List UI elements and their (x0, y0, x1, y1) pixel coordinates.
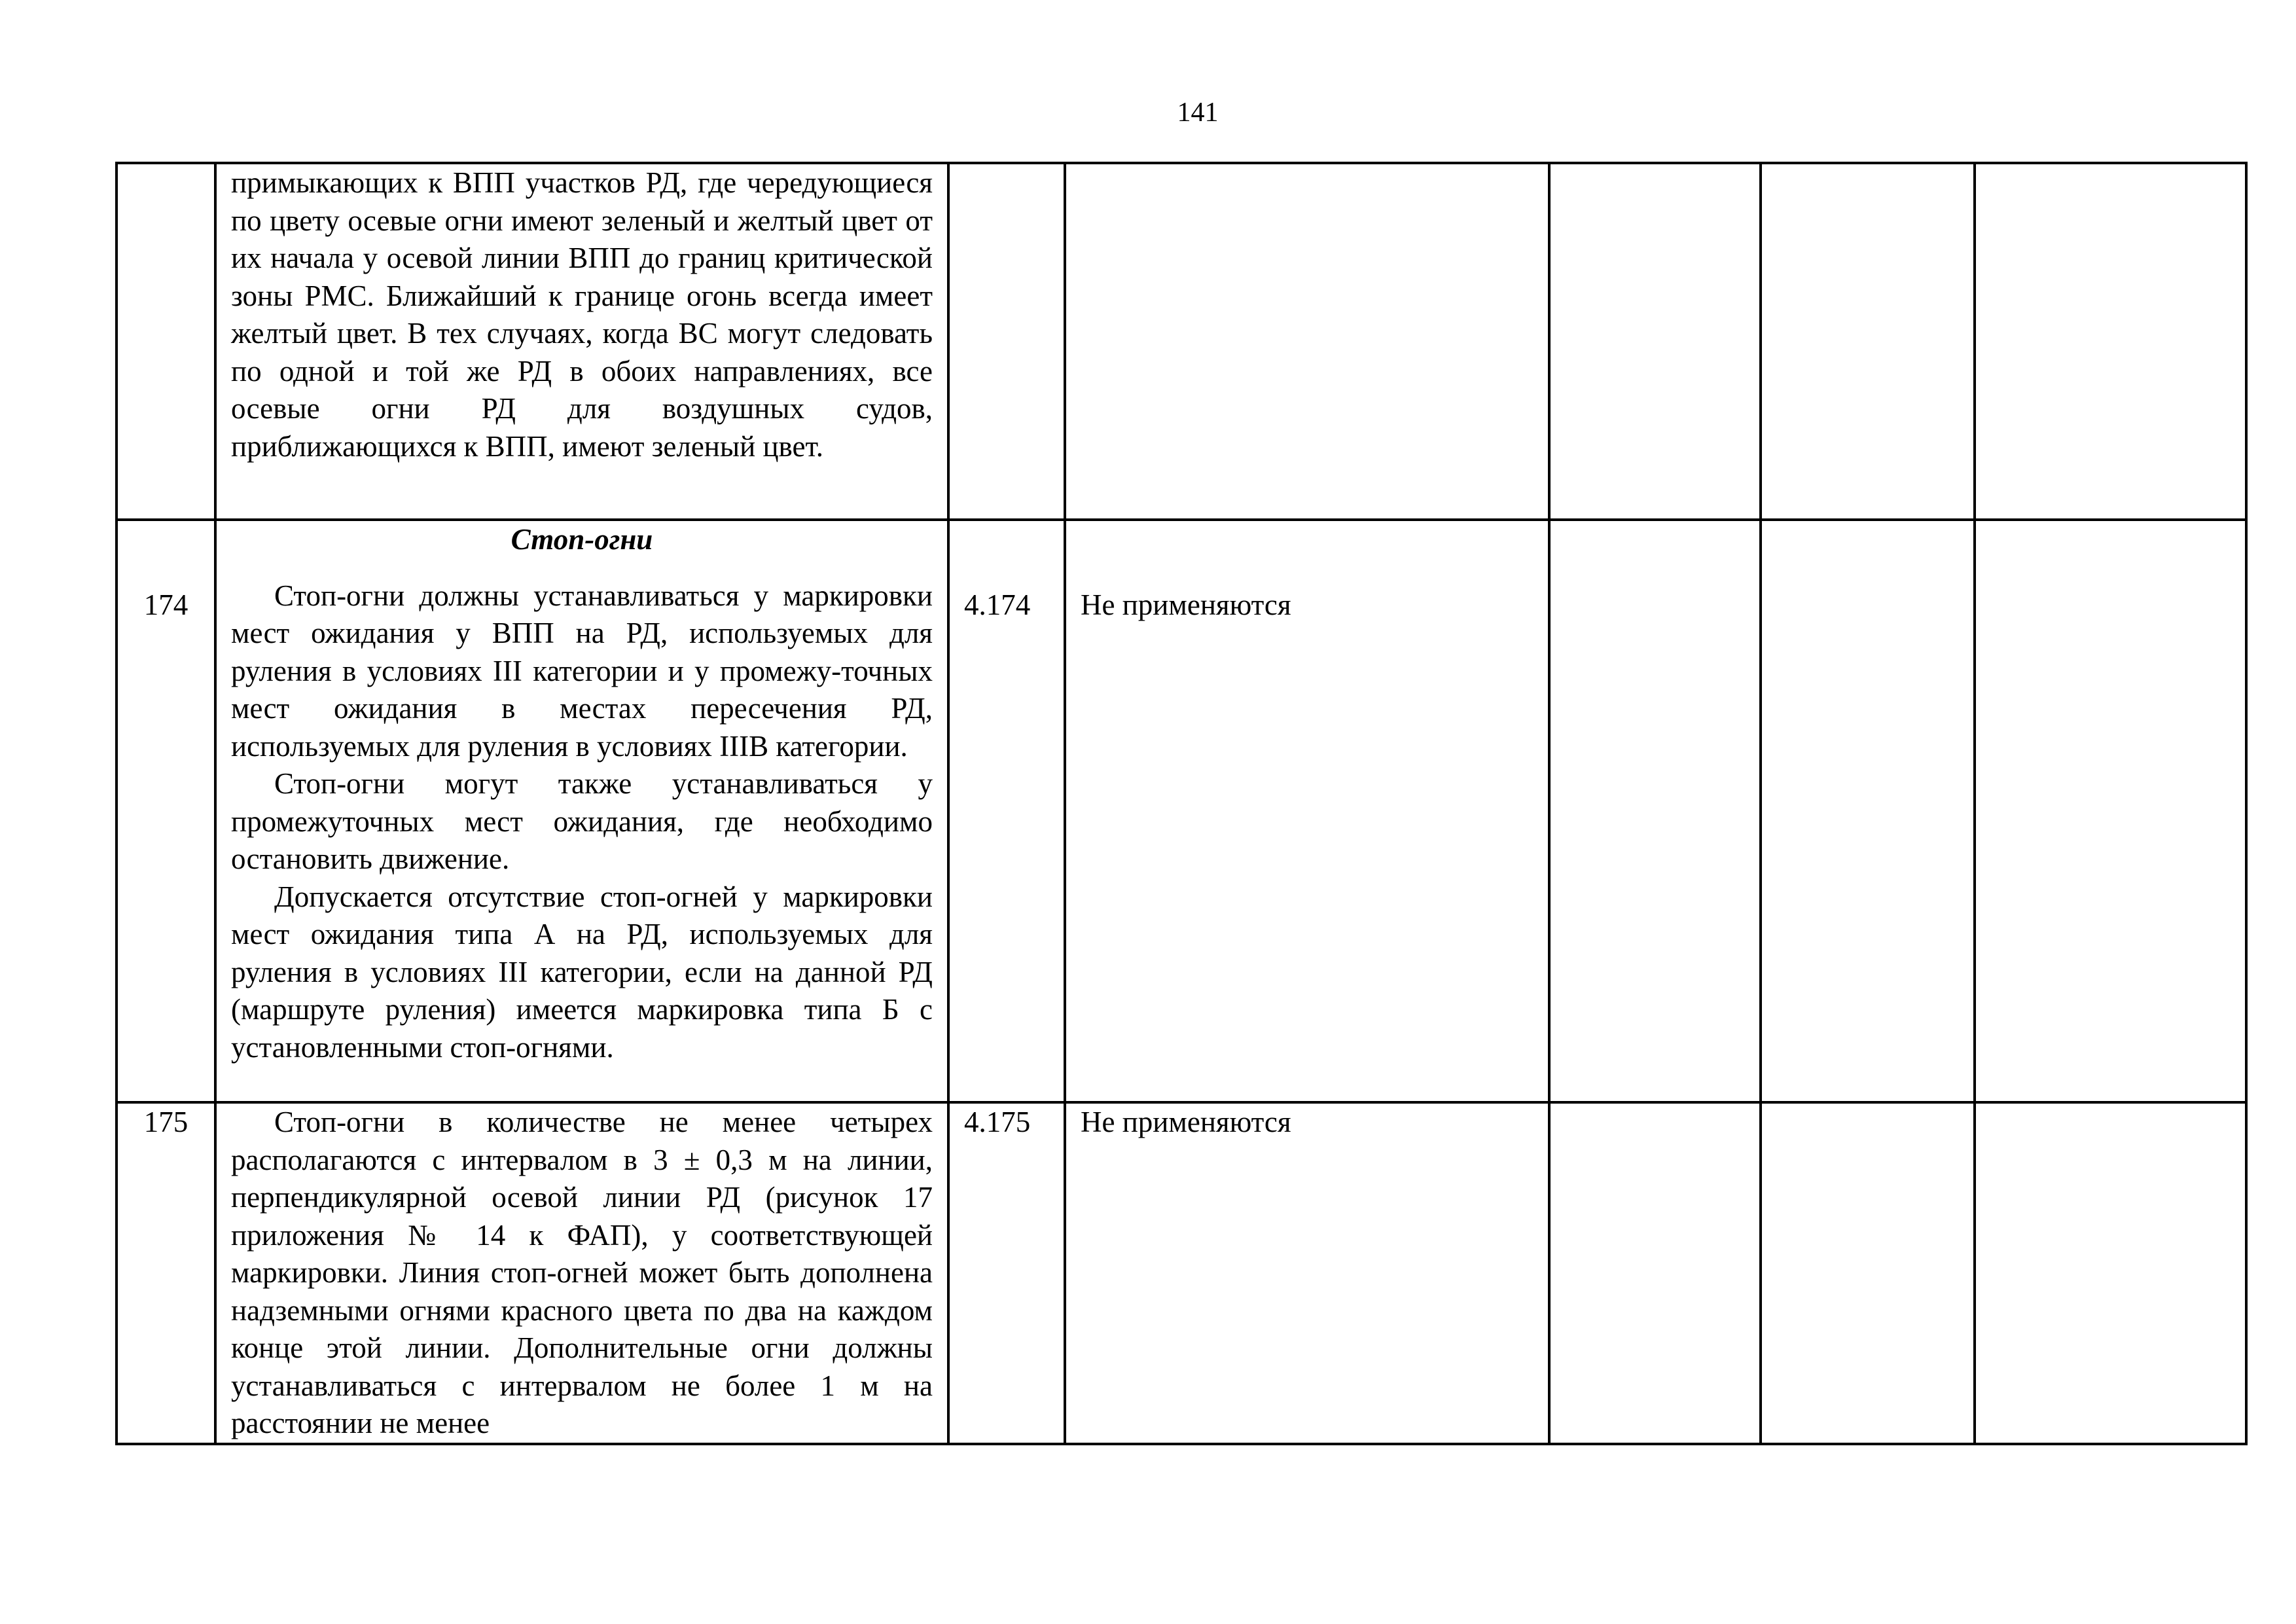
row-number (117, 520, 215, 1102)
empty-cell (1761, 163, 1975, 520)
compliance-note-text: Не применяются (1081, 588, 1291, 621)
reference-cell (948, 520, 1065, 1102)
requirement-text (215, 1102, 948, 1444)
section-heading: Стоп-огни (511, 523, 653, 556)
empty-cell (1975, 1102, 2246, 1444)
empty-cell (1761, 1102, 1975, 1444)
requirement-paragraph: Стоп-огни в количестве не менее четырех располагаются с интервалом в 3 ± 0,3 м на линии, перпендикулярной осевой линии РД (рисунок 17 приложения № 14 к ФАП), у соответствующей маркировки. Линия стоп-огней может быть дополнена надземными огнями красного цвета по два на каждом конце этой линии. Дополнительные огни должны устанавливаться с интервалом не более 1 м на расстоянии не менее (231, 1106, 933, 1439)
requirement-text (215, 163, 948, 520)
requirement-paragraph: Стоп-огни должны устанавливаться у маркировки мест ожидания у ВПП на РД, используемых для руления в условиях III категории и у промежу-точных мест ожидания в местах пересечения РД, используемых для руления в условиях IIIВ категории. (231, 579, 933, 763)
requirement-paragraph: Допускается отсутствие стоп-огней у маркировки мест ожидания типа А на РД, используемых для руления в условиях III категории, если на данной РД (маршруте руления) имеется маркировка типа Б с установленными стоп-огнями. (231, 880, 933, 1064)
empty-cell (1761, 520, 1975, 1102)
row-number-text: 174 (143, 588, 188, 621)
empty-cell (1975, 163, 2246, 520)
requirements-table (115, 162, 2248, 1445)
page-number: 141 (1177, 98, 1219, 128)
table-row (117, 520, 2246, 1102)
empty-cell (1549, 163, 1761, 520)
row-number: 175 (117, 1102, 215, 1444)
reference-cell: 4.175 (948, 1102, 1065, 1444)
reference-cell (948, 163, 1065, 520)
requirement-text (215, 520, 948, 1102)
compliance-note: Не применяются (1065, 1102, 1549, 1444)
row-number (117, 163, 215, 520)
requirement-paragraph: Стоп-огни могут также устанавливаться у промежуточных мест ожидания, где необходимо остановить движение. (231, 767, 933, 875)
compliance-note (1065, 520, 1549, 1102)
reference-text: 4.174 (964, 588, 1031, 621)
requirement-paragraph: примыкающих к ВПП участков РД, где чередующиеся по цвету осевые огни имеют зеленый и желтый цвет от их начала у осевой линии ВПП до границ критической зоны РМС. Ближайший к границе огонь всегда имеет желтый цвет. В тех случаях, когда ВС могут следовать по одной и той же РД в обоих направлениях, все осевые огни РД для воздушных судов, приближающихся к ВПП, имеют зеленый цвет. (231, 166, 933, 463)
compliance-note (1065, 163, 1549, 520)
empty-cell (1549, 520, 1761, 1102)
table-row (117, 1102, 2246, 1444)
table-row (117, 163, 2246, 520)
empty-cell (1975, 520, 2246, 1102)
empty-cell (1549, 1102, 1761, 1444)
